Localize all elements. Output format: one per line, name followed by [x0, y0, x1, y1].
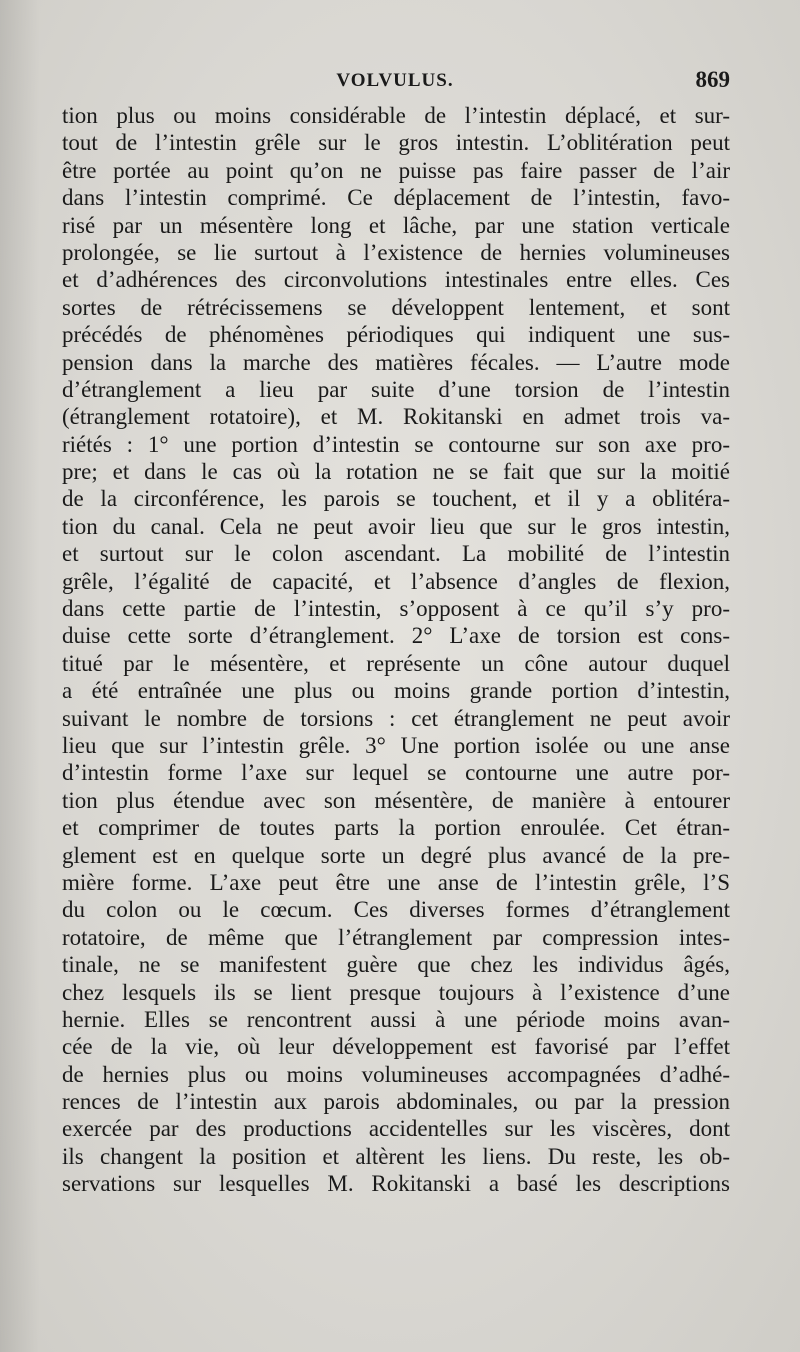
text-line: dans l’intestin comprimé. Ce déplacement de l’intestin, favo-: [62, 185, 730, 211]
text-line: grêle, l’égalité de capacité, et l’absence d’angles de flexion,: [62, 568, 730, 594]
text-line: glement est en quelque sorte un degré plus avancé de la pre-: [62, 842, 730, 868]
text-line: pension dans la marche des matières fécales. — L’autre mode: [62, 349, 730, 375]
text-line: risé par un mésentère long et lâche, par une station verticale: [62, 212, 730, 238]
text-line: rotatoire, de même que l’étranglement par compression intes-: [62, 924, 730, 950]
text-line: hernie. Elles se rencontrent aussi à une période moins avan-: [62, 1006, 730, 1032]
running-head: VOLVULUS.: [336, 70, 454, 91]
text-line: d’étranglement a lieu par suite d’une torsion de l’intestin: [62, 376, 730, 402]
text-line: de la circonférence, les parois se touchent, et il y a oblitéra-: [62, 486, 730, 512]
text-line: servations sur lesquelles M. Rokitanski a basé les descriptions: [62, 1171, 730, 1197]
text-line: tout de l’intestin grêle sur le gros intestin. L’oblitération peut: [62, 130, 730, 156]
text-line: duise cette sorte d’étranglement. 2° L’axe de torsion est cons-: [62, 623, 730, 649]
text-line: sortes de rétrécissemens se développent lentement, et sont: [62, 294, 730, 320]
text-line: d’intestin forme l’axe sur lequel se contourne une autre por-: [62, 760, 730, 786]
text-line: prolongée, se lie surtout à l’existence de hernies volumineuses: [62, 239, 730, 265]
page-header: [60, 67, 730, 104]
text-line: a été entraînée une plus ou moins grande portion d’intestin,: [62, 678, 730, 704]
text-line: riétés : 1° une portion d’intestin se contourne sur son axe pro-: [62, 431, 730, 457]
text-line: cée de la vie, où leur développement est favorisé par l’effet: [62, 1034, 730, 1060]
text-line: tion du canal. Cela ne peut avoir lieu que sur le gros intestin,: [62, 513, 730, 539]
text-line: ils changent la position et altèrent les liens. Du reste, les ob-: [62, 1143, 730, 1169]
text-line: et d’adhérences des circonvolutions intestinales entre elles. Ces: [62, 267, 730, 293]
text-line: chez lesquels ils se lient presque toujours à l’existence d’une: [62, 979, 730, 1005]
text-line: de hernies plus ou moins volumineuses accompagnées d’adhé-: [62, 1061, 730, 1087]
body-text: [62, 102, 730, 1198]
text-line: titué par le mésentère, et représente un cône autour duquel: [62, 650, 730, 676]
text-line: dans cette partie de l’intestin, s’opposent à ce qu’il s’y pro-: [62, 596, 730, 622]
text-line: et comprimer de toutes parts la portion enroulée. Cet étran-: [62, 815, 730, 841]
text-line: exercée par des productions accidentelles sur les viscères, dont: [62, 1116, 730, 1142]
page-number: 869: [695, 67, 730, 92]
text-line: (étranglement rotatoire), et M. Rokitanski en admet trois va-: [62, 404, 730, 430]
text-line: tinale, ne se manifestent guère que chez les individus âgés,: [62, 952, 730, 978]
text-line: lieu que sur l’intestin grêle. 3° Une portion isolée ou une anse: [62, 732, 730, 758]
text-line: rences de l’intestin aux parois abdominales, ou par la pression: [62, 1089, 730, 1115]
text-line: suivant le nombre de torsions : cet étranglement ne peut avoir: [62, 705, 730, 731]
text-line: être portée au point qu’on ne puisse pas faire passer de l’air: [62, 157, 730, 183]
text-line: pre; et dans le cas où la rotation ne se fait que sur la moitié: [62, 459, 730, 485]
text-line: tion plus étendue avec son mésentère, de manière à entourer: [62, 787, 730, 813]
text-line: et surtout sur le colon ascendant. La mobilité de l’intestin: [62, 541, 730, 567]
text-line: tion plus ou moins considérable de l’intestin déplacé, et sur-: [62, 103, 730, 128]
text-line: mière forme. L’axe peut être une anse de l’intestin grêle, l’S: [62, 869, 730, 895]
text-line: du colon ou le cœcum. Ces diverses formes d’étranglement: [62, 897, 730, 923]
text-line: précédés de phénomènes périodiques qui indiquent une sus-: [62, 322, 730, 348]
